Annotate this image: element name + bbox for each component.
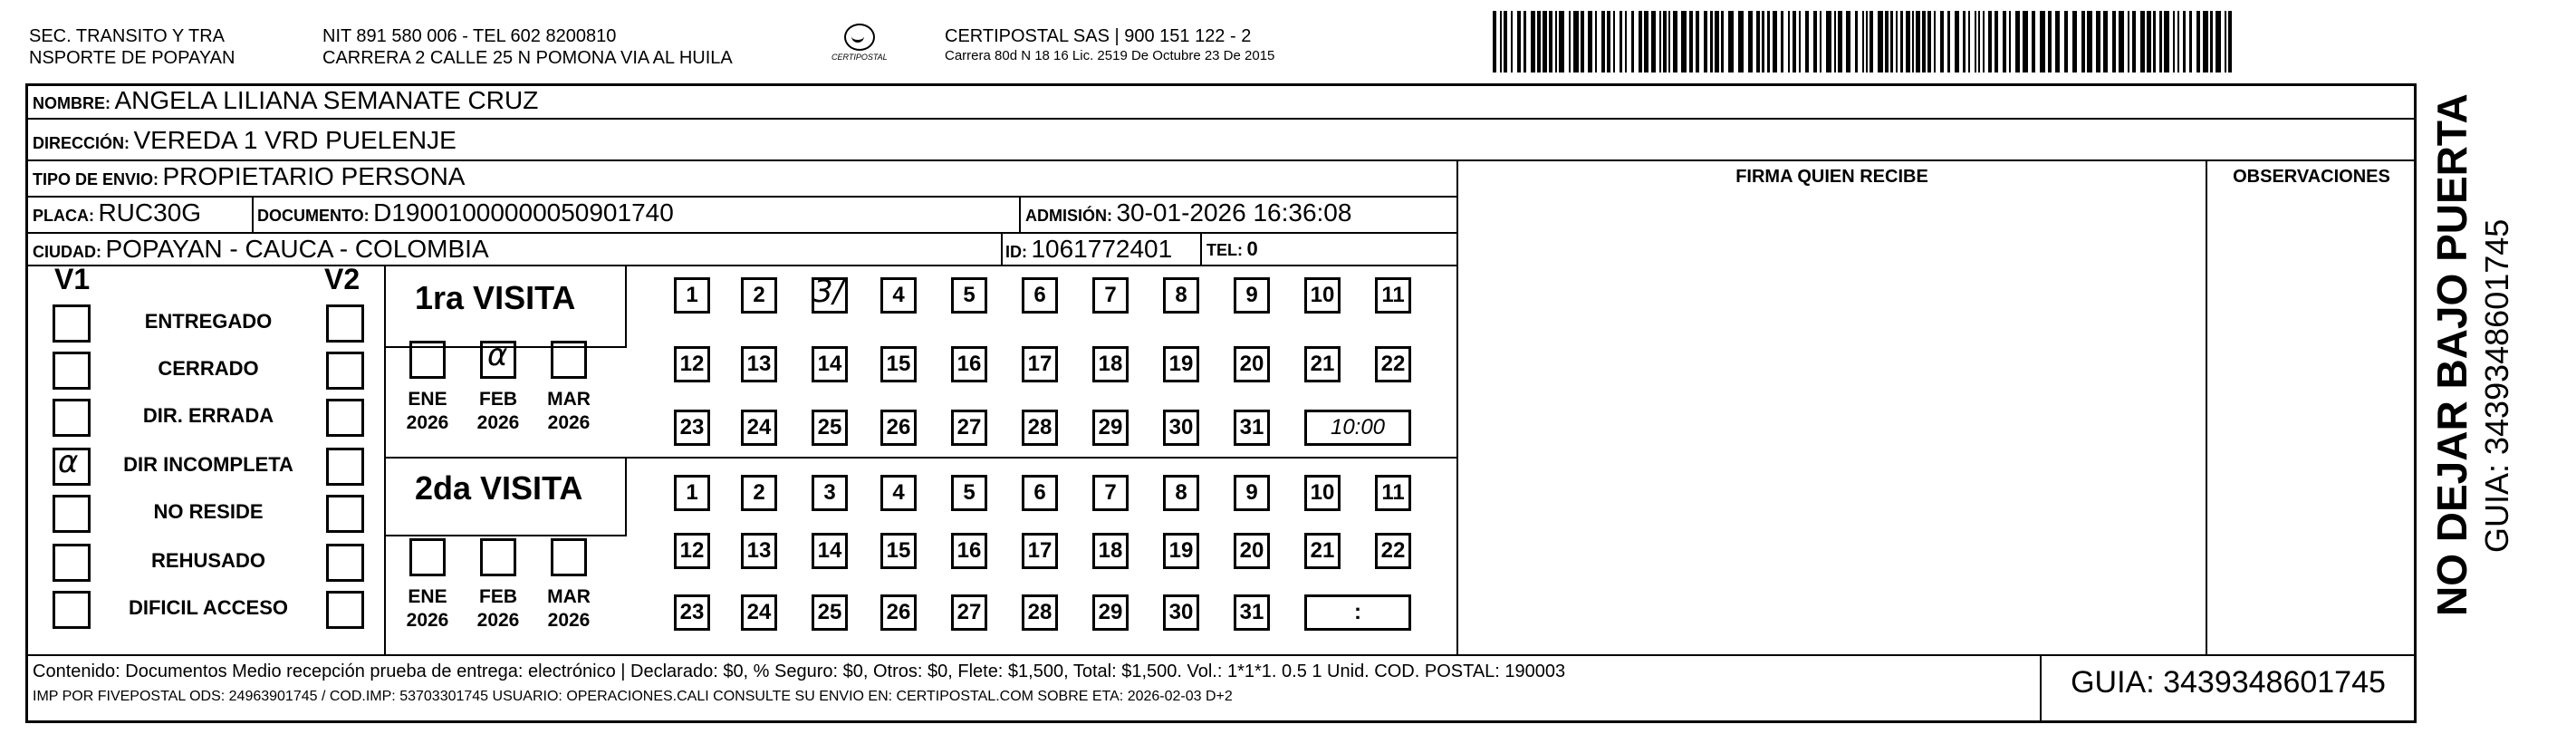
visit1-day-box[interactable]: 12 bbox=[674, 346, 710, 382]
visit2-day-box[interactable]: 11 bbox=[1375, 475, 1411, 511]
side-warning: NO DEJAR BAJO PUERTA bbox=[2428, 93, 2475, 616]
visit2-month-box[interactable] bbox=[551, 538, 587, 576]
visit2-day-box[interactable]: 8 bbox=[1163, 475, 1199, 511]
nit-block bbox=[322, 25, 733, 69]
visit1-day-box[interactable]: 31 bbox=[1234, 410, 1270, 446]
visit1-day-box[interactable]: 7 bbox=[1092, 277, 1129, 314]
v1-checkbox[interactable] bbox=[53, 591, 91, 629]
visit2-year-label: 2026 bbox=[476, 610, 520, 631]
visit1-day-box[interactable]: 19 bbox=[1163, 346, 1199, 382]
visit1-day-box[interactable]: 11 bbox=[1375, 277, 1411, 314]
visit2-day-box[interactable]: 25 bbox=[812, 594, 848, 631]
status-option-label: ENTREGADO bbox=[144, 310, 273, 333]
status-option-label: DIR INCOMPLETA bbox=[123, 453, 293, 476]
visit1-day-box[interactable]: 30 bbox=[1163, 410, 1199, 446]
visit2-day-box[interactable]: 26 bbox=[880, 594, 917, 631]
visit1-day-box[interactable]: 14 bbox=[812, 346, 848, 382]
visit1-year-label: 2026 bbox=[547, 412, 591, 433]
sender-block bbox=[29, 25, 235, 69]
visit1-day-mark: 3∕ bbox=[813, 274, 844, 310]
id-label: ID: bbox=[1005, 243, 1027, 261]
direccion-value: VEREDA 1 VRD PUELENJE bbox=[133, 126, 457, 154]
placa-value: RUC30G bbox=[98, 198, 202, 227]
visit1-day-box[interactable]: 8 bbox=[1163, 277, 1199, 314]
visit2-day-box[interactable]: 4 bbox=[880, 475, 917, 511]
direccion-label: DIRECCIÓN: bbox=[33, 134, 130, 152]
status-option-label: NO RESIDE bbox=[153, 500, 264, 523]
tel-value: 0 bbox=[1246, 237, 1258, 260]
v1-checkbox[interactable] bbox=[53, 399, 91, 437]
v1-label: V1 bbox=[54, 263, 91, 295]
company-line-1: CERTIPOSTAL SAS | 900 151 122 - 2 bbox=[945, 26, 1252, 46]
visit1-day-box[interactable]: 4 bbox=[880, 277, 917, 314]
visit2-day-box[interactable]: 2 bbox=[741, 475, 777, 511]
visit2-day-box[interactable]: 27 bbox=[951, 594, 987, 631]
barcode bbox=[1493, 11, 2235, 72]
visit1-day-box[interactable]: 27 bbox=[951, 410, 987, 446]
admision-label: ADMISIÓN: bbox=[1025, 207, 1112, 225]
visit1-year-label: 2026 bbox=[406, 412, 449, 433]
status-option-label: DIFICIL ACCESO bbox=[128, 596, 288, 619]
firma-label: FIRMA QUIEN RECIBE bbox=[1735, 167, 1928, 187]
direccion-field bbox=[33, 125, 457, 160]
v1-checkbox[interactable] bbox=[53, 304, 91, 343]
visit1-day-box[interactable]: 6 bbox=[1022, 277, 1058, 314]
nit-line-2: CARRERA 2 CALLE 25 N POMONA VIA AL HUILA bbox=[322, 48, 733, 68]
footer-line-1: Contenido: Documentos Medio recepción prueba de entrega: electrónico | Declarado: $0, % Seguro: $0, Otros: $0, Flete: $1,500, Total: $1,500. Vol.: 1*1*1. 0.5 1 Unid. COD. POSTAL: 190003 bbox=[33, 662, 1566, 681]
v2-checkbox[interactable] bbox=[326, 399, 364, 437]
visit1-day-box[interactable]: 24 bbox=[741, 410, 777, 446]
visit2-day-box[interactable]: 15 bbox=[880, 533, 917, 569]
visit2-day-box[interactable]: 23 bbox=[674, 594, 710, 631]
nit-line-1: NIT 891 580 006 - TEL 602 8200810 bbox=[322, 26, 617, 46]
ciudad-field bbox=[33, 234, 489, 269]
visit1-day-box[interactable]: 1 bbox=[674, 277, 710, 314]
visit1-month-box[interactable] bbox=[551, 341, 587, 379]
tipo-envio-value: PROPIETARIO PERSONA bbox=[162, 162, 466, 190]
footer-line-2: IMP POR FIVEPOSTAL ODS: 24963901745 / COD.IMP: 53703301745 USUARIO: OPERACIONES.CALI CONSULTE SU ENVIO EN: CERTIPOSTAL.COM SOBRE ETA: 2026-02-03 D+2 bbox=[33, 689, 1233, 704]
v2-checkbox[interactable] bbox=[326, 304, 364, 343]
admision-field bbox=[1025, 198, 1351, 233]
visit2-day-box[interactable]: 20 bbox=[1234, 533, 1270, 569]
visit2-day-box[interactable]: 5 bbox=[951, 475, 987, 511]
observaciones-label: OBSERVACIONES bbox=[2233, 167, 2390, 187]
visit2-month-label: MAR bbox=[547, 586, 591, 607]
status-option-label: DIR. ERRADA bbox=[142, 404, 274, 427]
visit2-day-box[interactable]: 18 bbox=[1092, 533, 1129, 569]
documento-label: DOCUMENTO: bbox=[257, 207, 370, 225]
visit1-day-box[interactable]: 15 bbox=[880, 346, 917, 382]
visit2-day-box[interactable]: 24 bbox=[741, 594, 777, 631]
visit2-day-box[interactable]: 19 bbox=[1163, 533, 1199, 569]
visit1-day-box[interactable]: 23 bbox=[674, 410, 710, 446]
visit1-year-label: 2026 bbox=[476, 412, 520, 433]
visit1-day-box[interactable]: 26 bbox=[880, 410, 917, 446]
footer-guia-box: GUIA: 3439348601745 bbox=[2071, 665, 2386, 700]
v2-checkbox[interactable] bbox=[326, 448, 364, 486]
tipo-envio-field bbox=[33, 161, 465, 197]
tel-field bbox=[1206, 234, 1258, 267]
visit1-month-label: ENE bbox=[408, 389, 447, 410]
visit2-month-box[interactable] bbox=[409, 538, 446, 576]
visit2-day-box[interactable]: 29 bbox=[1092, 594, 1129, 631]
visit2-day-box[interactable]: 28 bbox=[1022, 594, 1058, 631]
visit2-day-box[interactable]: 16 bbox=[951, 533, 987, 569]
placa-label: PLACA: bbox=[33, 207, 94, 225]
visit1-day-box[interactable]: 22 bbox=[1375, 346, 1411, 382]
admision-value: 30-01-2026 16:36:08 bbox=[1116, 198, 1352, 227]
side-guia: GUIA: 3439348601745 bbox=[2478, 218, 2515, 553]
status-option-label: CERRADO bbox=[158, 357, 259, 380]
visit2-day-box[interactable]: 13 bbox=[741, 533, 777, 569]
visit1-day-box[interactable]: 10 bbox=[1304, 277, 1341, 314]
visit2-day-box[interactable]: 9 bbox=[1234, 475, 1270, 511]
visit2-day-box[interactable]: 12 bbox=[674, 533, 710, 569]
visit2-day-box[interactable]: 30 bbox=[1163, 594, 1199, 631]
status-option-label: REHUSADO bbox=[151, 549, 265, 572]
nombre-field bbox=[33, 85, 538, 121]
visit1-day-box[interactable]: 20 bbox=[1234, 346, 1270, 382]
visit1-day-box[interactable]: 5 bbox=[951, 277, 987, 314]
sender-line-1: SEC. TRANSITO Y TRA bbox=[29, 26, 225, 46]
visit1-day-box[interactable]: 21 bbox=[1304, 346, 1341, 382]
visit1-month-mark: α bbox=[487, 337, 508, 373]
visit1-day-box[interactable]: 9 bbox=[1234, 277, 1270, 314]
nombre-value: ANGELA LILIANA SEMANATE CRUZ bbox=[114, 86, 539, 114]
visit2-day-box[interactable]: 3 bbox=[812, 475, 848, 511]
v2-checkbox[interactable] bbox=[326, 544, 364, 582]
visit1-day-box[interactable]: 25 bbox=[812, 410, 848, 446]
visit1-day-box[interactable]: 28 bbox=[1022, 410, 1058, 446]
visit1-day-box[interactable]: 2 bbox=[741, 277, 777, 314]
sender-line-2: NSPORTE DE POPAYAN bbox=[29, 48, 235, 68]
visit2-month-label: ENE bbox=[408, 586, 447, 607]
visit2-day-box[interactable]: 6 bbox=[1022, 475, 1058, 511]
v2-checkbox[interactable] bbox=[326, 352, 364, 390]
visit2-title: 2da VISITA bbox=[415, 469, 583, 507]
id-value: 1061772401 bbox=[1031, 235, 1173, 263]
visit2-day-box[interactable]: 10 bbox=[1304, 475, 1341, 511]
visit2-day-box[interactable]: 17 bbox=[1022, 533, 1058, 569]
v2-label: V2 bbox=[324, 263, 360, 295]
visit2-year-label: 2026 bbox=[547, 610, 591, 631]
v1-checkbox[interactable] bbox=[53, 495, 91, 533]
ciudad-label: CIUDAD: bbox=[33, 243, 101, 261]
v2-checkbox[interactable] bbox=[326, 591, 364, 629]
documento-value: D19001000000050901740 bbox=[373, 198, 674, 227]
ciudad-value: POPAYAN - CAUCA - COLOMBIA bbox=[105, 235, 489, 263]
logo-caption: CERTIPOSTAL bbox=[831, 53, 888, 62]
visit1-day-box[interactable]: 18 bbox=[1092, 346, 1129, 382]
barcode-graphic bbox=[1493, 11, 2235, 72]
id-field bbox=[1005, 234, 1172, 269]
visit2-month-box[interactable] bbox=[480, 538, 516, 576]
tipo-envio-label: TIPO DE ENVIO: bbox=[33, 170, 159, 188]
visit2-day-box[interactable]: 22 bbox=[1375, 533, 1411, 569]
visit2-time-box[interactable]: : bbox=[1304, 594, 1411, 631]
visit1-title: 1ra VISITA bbox=[415, 279, 576, 316]
visit2-day-box[interactable]: 14 bbox=[812, 533, 848, 569]
visit2-day-box[interactable]: 31 bbox=[1234, 594, 1270, 631]
tel-label: TEL: bbox=[1206, 241, 1243, 259]
visit2-day-box[interactable]: 21 bbox=[1304, 533, 1341, 569]
nombre-label: NOMBRE: bbox=[33, 94, 111, 112]
v1-check-mark: α bbox=[58, 444, 79, 480]
visit2-day-box[interactable]: 1 bbox=[674, 475, 710, 511]
documento-field bbox=[257, 198, 674, 233]
visit2-year-label: 2026 bbox=[406, 610, 449, 631]
placa-field bbox=[33, 198, 201, 233]
visit1-day-box[interactable]: 13 bbox=[741, 346, 777, 382]
visit1-day-box[interactable]: 29 bbox=[1092, 410, 1129, 446]
visit1-month-box[interactable] bbox=[409, 341, 446, 379]
visit1-day-box[interactable]: 17 bbox=[1022, 346, 1058, 382]
visit2-month-label: FEB bbox=[479, 586, 517, 607]
v2-checkbox[interactable] bbox=[326, 495, 364, 533]
company-block bbox=[945, 25, 1274, 65]
company-line-2: Carrera 80d N 18 16 Lic. 2519 De Octubre 23 De 2015 bbox=[945, 48, 1275, 63]
v1-checkbox[interactable] bbox=[53, 352, 91, 390]
visit1-month-label: FEB bbox=[479, 389, 517, 410]
visit2-day-box[interactable]: 7 bbox=[1092, 475, 1129, 511]
visit1-time-box[interactable]: 10:00 bbox=[1304, 410, 1411, 446]
visit1-day-box[interactable]: 16 bbox=[951, 346, 987, 382]
visit1-month-label: MAR bbox=[547, 389, 591, 410]
certipostal-logo bbox=[831, 22, 886, 72]
v1-checkbox[interactable] bbox=[53, 544, 91, 582]
